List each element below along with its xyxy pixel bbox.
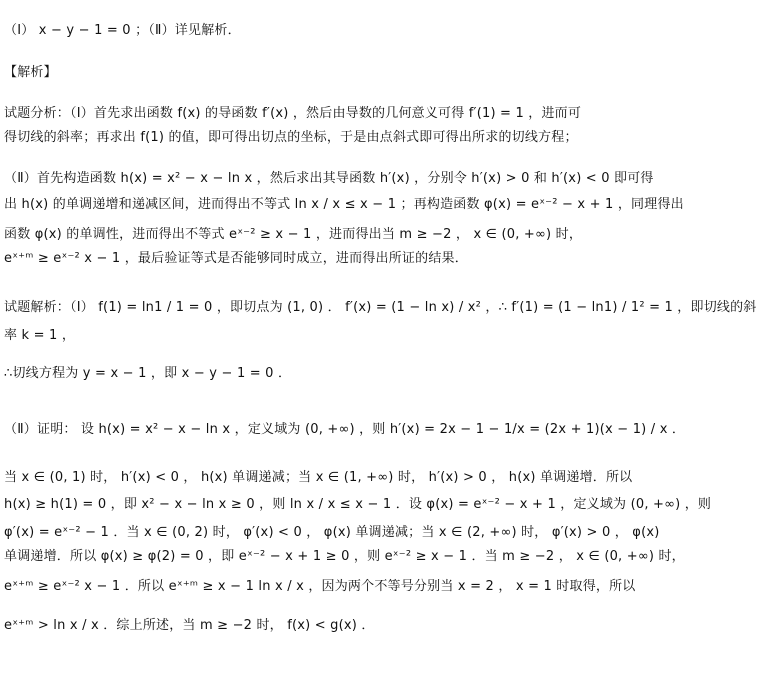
- section-title: 【解析】: [4, 65, 57, 80]
- solution-s2-line2: 当 x ∈ (0, 1) 时， h′(x) < 0 ， h(x) 单调递减；当 x ∈ (1, +∞) 时， h′(x) > 0 ， h(x) 单调递增．所以: [4, 470, 633, 485]
- solution-s1-line2: 率 k = 1 ，: [4, 328, 76, 343]
- solution-s2-line3: h(x) ≥ h(1) = 0 ，即 x² − x − ln x ≥ 0 ，则 ln x / x ≤ x − 1 ．设 φ(x) = eˣ⁻² − x + 1 ，定义域为 (0, +∞) ，则: [4, 497, 712, 512]
- analysis-p2-line4: eˣ⁺ᵐ ≥ eˣ⁻² x − 1 ，最后验证等式是否能够同时成立，进而得出所证的结果．: [4, 251, 468, 266]
- solution-s2-line5: 单调递增．所以 φ(x) ≥ φ(2) = 0 ，即 eˣ⁻² − x + 1 ≥ 0 ，则 eˣ⁻² ≥ x − 1 ．当 m ≥ −2 ， x ∈ (0, +∞) 时，: [4, 549, 685, 564]
- analysis-p2-line1: （Ⅱ）首先构造函数 h(x) = x² − x − ln x ，然后求出其导函数 h′(x) ，分别令 h′(x) > 0 和 h′(x) < 0 即可得: [4, 171, 654, 186]
- analysis-p2-line2: 出 h(x) 的单调递增和递减区间，进而得出不等式 ln x / x ≤ x − 1 ；再构造函数 φ(x) = eˣ⁻² − x + 1 ，同理得出: [4, 197, 684, 212]
- solution-s1-line3: ∴切线方程为 y = x − 1 ，即 x − y − 1 = 0 ．: [4, 366, 292, 381]
- solution-s1-line1: 试题解析：（Ⅰ） f(1) = ln1 / 1 = 0 ，即切点为 (1, 0) ． f′(x) = (1 − ln x) / x² ，∴ f′(1) = (1 − ln1) / 1² = 1 ，即切线的斜: [4, 300, 757, 315]
- solution-s2-line4: φ′(x) = eˣ⁻² − 1 ．当 x ∈ (0, 2) 时， φ′(x) < 0 ， φ(x) 单调递减；当 x ∈ (2, +∞) 时， φ′(x) > 0 ， φ(x): [4, 525, 660, 540]
- solution-s2-line6: eˣ⁺ᵐ ≥ eˣ⁻² x − 1 ．所以 eˣ⁺ᵐ ≥ x − 1 ln x / x ，因为两个不等号分别当 x = 2 ， x = 1 时取得，所以: [4, 579, 636, 594]
- solution-s2-line7: eˣ⁺ᵐ > ln x / x ．综上所述，当 m ≥ −2 时， f(x) < g(x) ．: [4, 618, 375, 633]
- solution-s2-line1: （Ⅱ）证明： 设 h(x) = x² − x − ln x ，定义域为 (0, +∞) ，则 h′(x) = 2x − 1 − 1/x = (2x + 1)(x − 1) / x ．: [4, 422, 686, 437]
- analysis-p1-line2: 得切线的斜率；再求出 f(1) 的值，即可得出切点的坐标，于是由点斜式即可得出所求的切线方程；: [4, 130, 578, 145]
- answer-line: （Ⅰ） x − y − 1 = 0 ；（Ⅱ）详见解析．: [4, 23, 241, 38]
- analysis-p1-line1: 试题分析：（Ⅰ）首先求出函数 f(x) 的导函数 f′(x) ，然后由导数的几何意义可得 f′(1) = 1 ，进而可: [4, 106, 582, 121]
- analysis-p2-line3: 函数 φ(x) 的单调性，进而得出不等式 eˣ⁻² ≥ x − 1 ，进而得出当 m ≥ −2 ， x ∈ (0, +∞) 时，: [4, 227, 583, 242]
